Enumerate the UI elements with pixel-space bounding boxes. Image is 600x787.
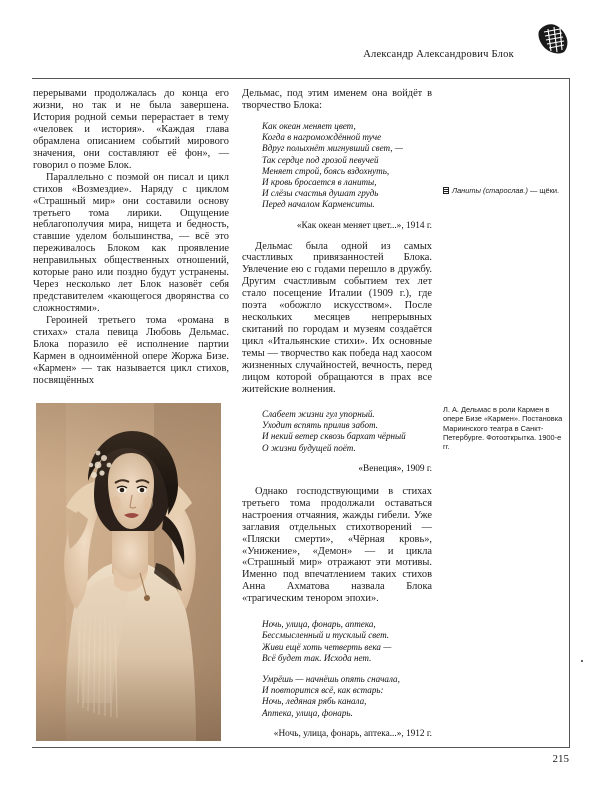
open-book-icon — [534, 22, 570, 56]
verse-line: Когда в нагромождённой туче — [262, 132, 382, 143]
photo-caption-margin-note — [443, 405, 565, 451]
verse-line: Умрёшь — начнёшь опять сначала, — [262, 674, 400, 685]
page-header — [0, 0, 600, 78]
verse-line: Так сердце под грозой певучей — [262, 154, 379, 165]
delmas-carmen-photograph — [36, 403, 221, 741]
paragraph: Дельмас была одной из самых счастливых привязанностей Блока. Увлечение ею с годами перешло в дружбу. Другим счастливым событием тех лет стало посещение Италии (1909 г.), где поэта «обожгло искусством». После нескольких месяцев непрерывных скитаний по городам и музеям создаётся цикл «Итальянские стихи». Их основные темы — творчество как победа над хаосом жизненных случайностей, вечность, перед лицом которой обращаются в прах все житейские волнения. — [242, 240, 432, 395]
poem-noch-ulica-stanza-2 — [242, 674, 432, 719]
glossary-margin-note — [443, 186, 565, 195]
poem-kak-okean — [242, 121, 432, 211]
verse-line: Вдруг полыхнёт мигнувший свет, — — [262, 143, 403, 154]
paragraph: Героиней третьего тома «романа в стихах» стала певица Любовь Дельмас. Блока поразило её исполнение партии Кармен в одноимённой опере Жоржа Бизе. «Кармен» — так называется цикл стихов, посвящённых — [33, 315, 229, 386]
poem-noch-ulica-stanza-1 — [242, 619, 432, 664]
verse-line: Живи ещё хоть четверть века — — [262, 641, 392, 652]
running-head-title: Александр Александрович Блок — [363, 49, 514, 60]
verse-line: Ночь, ледяная рябь канала, — [262, 696, 367, 707]
verse-line: Как океан меняет цвет, — [262, 120, 356, 131]
verse-line: И некий ветер сквозь бархат чёрный — [262, 431, 406, 442]
paragraph: перерывами продолжалась до конца его жизни, но так и не была завершена. История родной семьи перерастает в тему «человек и история». «Каждая глава обрамлена описанием событий мирового значения, они составляют её фон», — говорил о поэме Блок. — [33, 88, 229, 171]
left-text-column — [33, 88, 229, 387]
edge-mark — [581, 660, 583, 662]
right-text-column — [242, 88, 432, 739]
verse-line: Ночь, улица, фонарь, аптека, — [262, 619, 376, 630]
verse-line: Меняет строй, боясь вздохнуть, — [262, 165, 390, 176]
paragraph: Однако господствующими в стихах третьего тома продолжали оставаться настроения отчаяния, жажды гибели. Уже заглавия отдельных стихотворений — «Пляски смерти», «Чёрная кровь», «Унижение», «Демон» — и цикла «Страшный мир» отражают эти мотивы. Именно под впечатлением таких стихов Анна Ахматова назвала Блока «трагическим тенором эпохи». — [242, 485, 432, 605]
verse-line: Аптека, улица, фонарь. — [262, 707, 353, 718]
page-number: 215 — [552, 753, 569, 765]
verse-line: И кровь бросается в ланиты, — [262, 176, 377, 187]
book-note-icon — [443, 187, 449, 194]
verse-line: Перед началом Карменситы. — [262, 199, 375, 210]
verse-line: Уходит вспять прилив забот. — [262, 420, 378, 431]
paragraph: Параллельно с поэмой он писал и цикл стихов «Возмездие». Наряду с циклом «Страшный мир» они составили основу третьего тома лирики. Ощущение неблагополучия мира, нищета и бедность, ставшие уделом большинства, — всё это переживалось Блоком как проявление неправильных общественных отношений, которые рано или поздно будут устранены. Через несколько лет Блок назовёт себя представителем «кающегося дворянства со сложностями». — [33, 171, 229, 315]
verse-line: И слёзы счастья душат грудь — [262, 188, 379, 199]
verse-line: Всё будет так. Исхода нет. — [262, 652, 372, 663]
poem-veneciya — [242, 409, 432, 454]
glossary-term: Ланиты (старослав.) — [452, 186, 528, 195]
verse-line: И повторится всё, как встарь: — [262, 685, 384, 696]
photo-caption: Л. А. Дельмас в роли Кармен в опере Бизе «Кармен». Постановка Мариинского театра в Санкт-Петербурге. Фотооткрытка. 1900-е гг. — [443, 405, 563, 452]
verse-line: Слабеет жизни гул упорный. — [262, 408, 375, 419]
poem-source: «Ночь, улица, фонарь, аптека...», 1912 г. — [273, 728, 432, 739]
glossary-definition: — щёки. — [527, 186, 560, 195]
poem-source: «Венеция», 1909 г. — [358, 463, 432, 474]
verse-line: Бессмысленный и тусклый свет. — [262, 630, 390, 641]
poem-source: «Как океан меняет цвет...», 1914 г. — [296, 220, 432, 231]
paragraph: Дельмас, под этим именем она войдёт в творчество Блока: — [242, 88, 432, 111]
content-frame-bottom-rule — [32, 747, 569, 748]
verse-line: О жизни будущей поёт. — [262, 442, 356, 453]
